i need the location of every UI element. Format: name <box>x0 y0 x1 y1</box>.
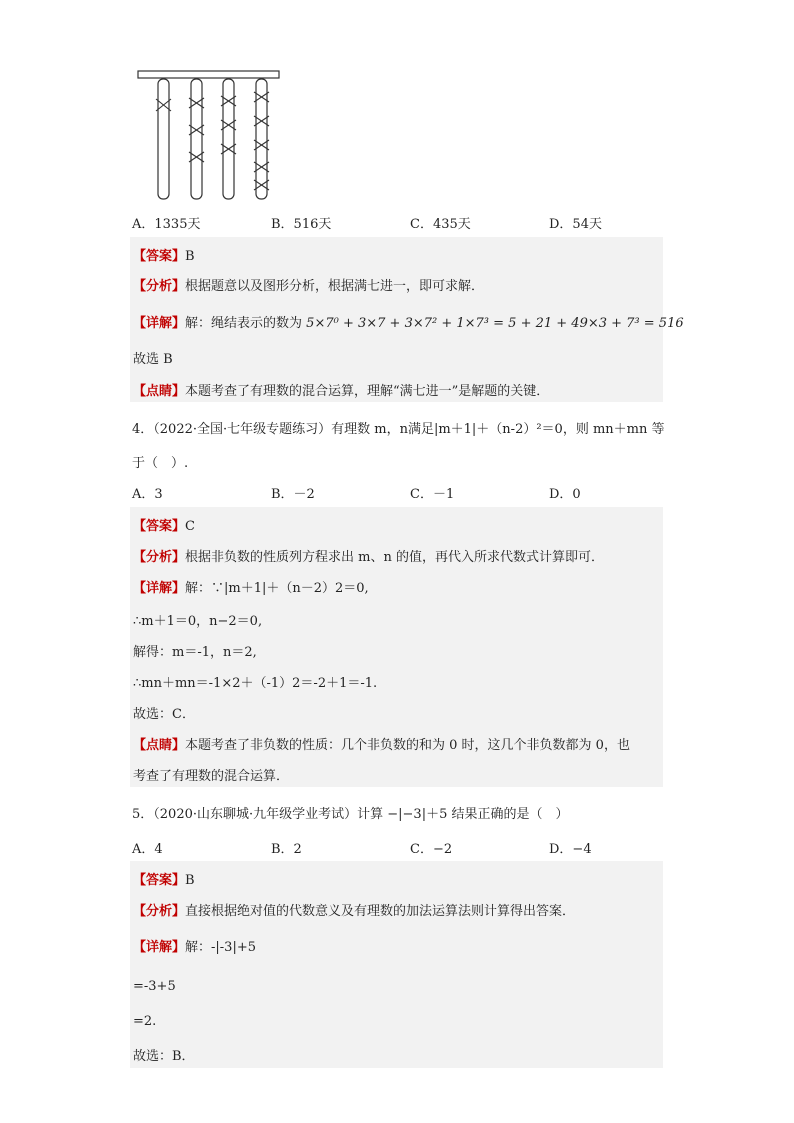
q5-conclusion: 故选：B． <box>133 1049 195 1064</box>
q5-options <box>132 838 662 860</box>
q3-option-d: D．54天 <box>549 217 602 232</box>
q4-options <box>132 483 662 505</box>
q4-detail-1: 【详解】解：∵|m＋1|＋（n－2）2＝0, <box>133 581 369 596</box>
q5-detail-2: =-3+5 <box>133 979 176 994</box>
q3-option-a: A．1335天 <box>132 217 201 232</box>
q4-option-d: D．0 <box>549 487 581 502</box>
knot-rope-figure <box>137 70 282 202</box>
q5-stem: 5．（2020·山东聊城·九年级学业考试）计算 −|−3|＋5 结果正确的是（ ） <box>132 807 569 822</box>
q5-option-a: A．4 <box>132 842 163 857</box>
q3-answer: 【答案】B <box>133 249 195 264</box>
q3-formula: 5×7⁰ + 3×7 + 3×7² + 1×7³ = 5 + 21 + 49×3 + 7³ = 516 <box>306 316 684 331</box>
q3-conclusion: 故选 B <box>133 352 173 367</box>
q5-detail-3: =2. <box>133 1014 157 1029</box>
q4-comment-1: 【点睛】本题考查了非负数的性质：几个非负数的和为 0 时，这几个非负数都为 0，也 <box>133 738 630 753</box>
q3-option-b: B．516天 <box>271 217 332 232</box>
q4-option-a: A．3 <box>132 487 163 502</box>
q3-solution-panel <box>130 237 684 402</box>
q5-option-b: B．2 <box>271 842 302 857</box>
q5-solution-panel <box>130 861 663 1068</box>
q5-option-c: C．−2 <box>410 842 453 857</box>
q4-option-b: B．－2 <box>271 487 315 502</box>
q3-detail: 【详解】解：绳结表示的数为 5×7⁰ + 3×7 + 3×7² + 1×7³ = 5 + 21 + 49×3 + 7³ = 516 <box>133 316 684 331</box>
q3-option-c: C．435天 <box>410 217 471 232</box>
q4-option-c: C．－1 <box>410 487 455 502</box>
q4-stem-line1: 4．（2022·全国·七年级专题练习）有理数 m，n满足|m＋1|＋（n-2）²＝0，则 mn＋mn 等 <box>132 422 665 437</box>
q5-option-d: D．−4 <box>549 842 592 857</box>
q4-answer: 【答案】C <box>133 519 195 534</box>
q4-detail-2: ∴m＋1＝0，n−2＝0, <box>133 614 263 629</box>
q5-detail-1: 【详解】解：-|-3|+5 <box>133 940 256 955</box>
q4-analysis: 【分析】根据非负数的性质列方程求出 m、n 的值，再代入所求代数式计算即可． <box>133 550 604 565</box>
q4-detail-4: ∴mn＋mn＝-1×2＋（-1）2＝-2＋1＝-1. <box>133 676 378 691</box>
q4-conclusion: 故选：C． <box>133 707 195 722</box>
q5-analysis: 【分析】直接根据绝对值的代数意义及有理数的加法运算法则计算得出答案． <box>133 904 576 919</box>
q5-answer: 【答案】B <box>133 873 195 888</box>
q3-options <box>132 213 662 235</box>
q4-detail-3: 解得：m＝-1，n＝2, <box>133 645 257 660</box>
q3-comment: 【点睛】本题考查了有理数的混合运算，理解“满七进一”是解题的关键． <box>133 384 550 399</box>
q3-analysis: 【分析】根据题意以及图形分析，根据满七进一，即可求解． <box>133 279 485 294</box>
q4-solution-panel <box>130 507 663 787</box>
q4-stem-line2: 于（ ）. <box>132 456 189 471</box>
q4-comment-2: 考查了有理数的混合运算． <box>133 769 290 784</box>
